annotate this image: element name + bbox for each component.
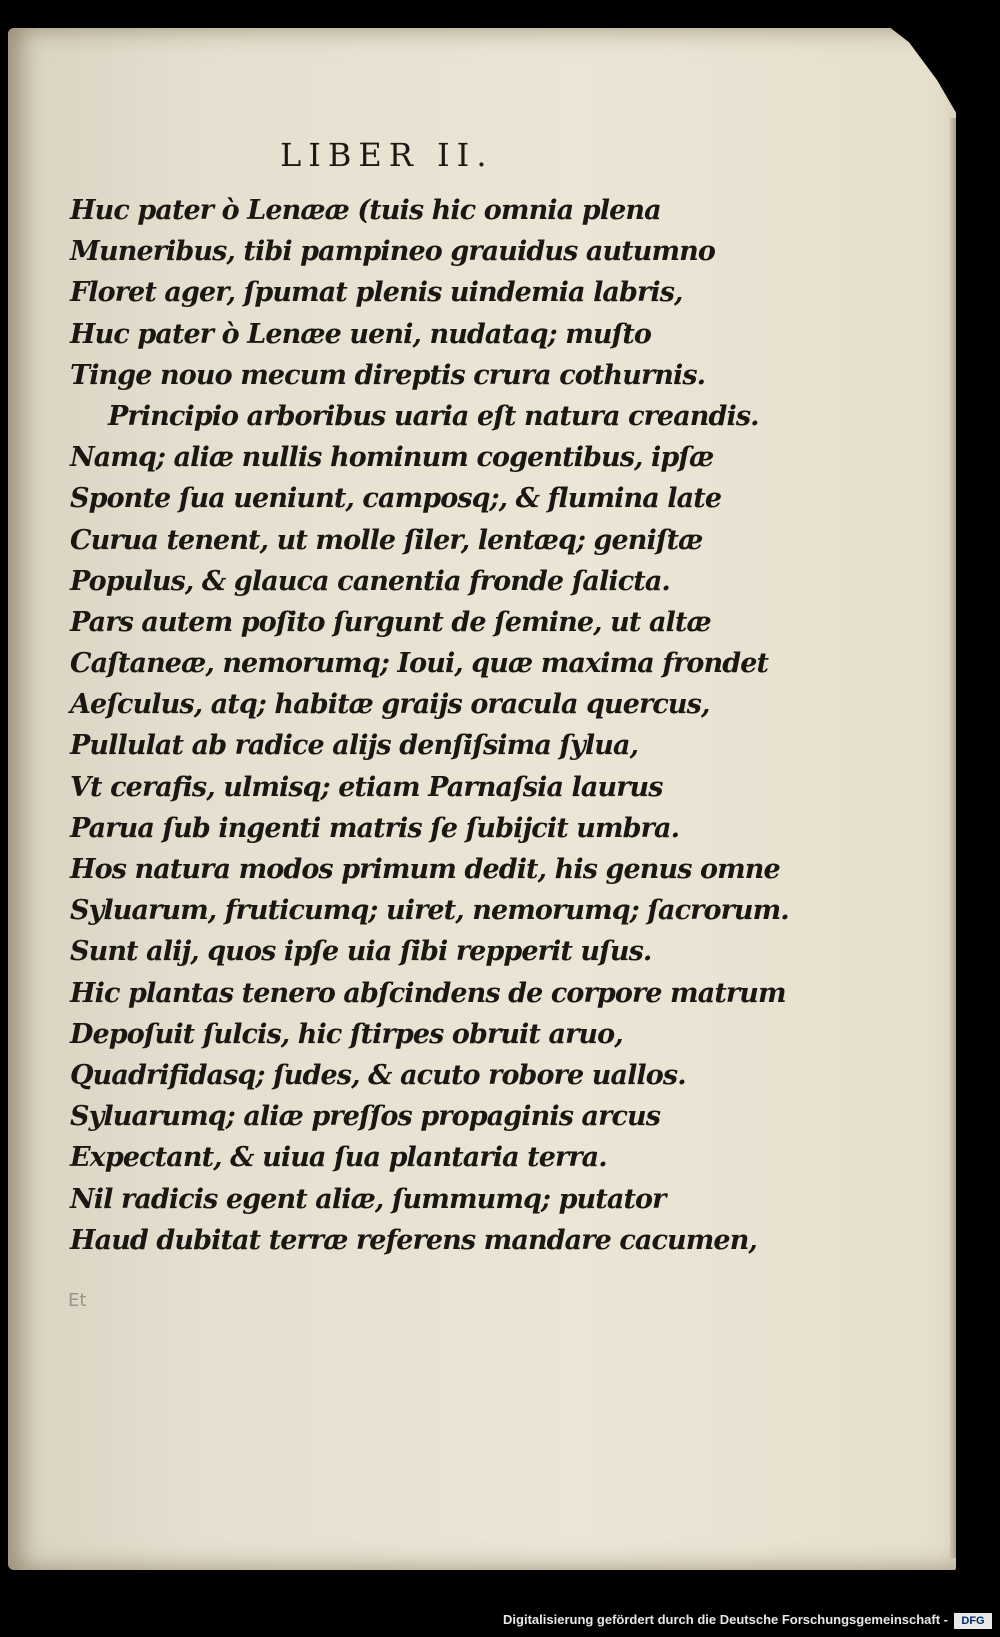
- verse-line: Pars autem poſito ſurgunt de ſemine, ut altæ: [70, 606, 711, 638]
- verse-line: Nil radicis egent aliæ, ſummumq; putator: [70, 1183, 666, 1215]
- verse-line: Huc pater ò Lenææ (tuis hic omnia plena: [70, 195, 661, 226]
- verse-line: Expectant, & uiua ſua plantaria terra.: [70, 1142, 607, 1174]
- folded-page-corner: [888, 26, 958, 116]
- verse-line: Floret ager, ſpumat plenis uindemia labris,: [70, 277, 683, 309]
- verse-line: Syluarumq; aliæ preſſos propaginis arcus: [70, 1101, 661, 1133]
- verse-text: [70, 190, 789, 1261]
- digitization-credit: Digitalisierung gefördert durch die Deutsche Forschungsgemeinschaft -: [503, 1612, 948, 1627]
- verse-line: Aeſculus, atq; habitæ graijs oracula quercus,: [70, 689, 710, 721]
- verse-line: Populus, & glauca canentia fronde ſalicta.: [70, 565, 670, 597]
- footer-bar: [0, 1601, 1000, 1637]
- verse-line: Hos natura modos primum dedit, his genus omne: [70, 854, 780, 885]
- verse-line: Quadrifidasq; ſudes, & acuto robore uallos.: [70, 1059, 686, 1091]
- verse-line: Sunt alij, quos ipſe uia ſibi repperit uſus.: [70, 936, 652, 968]
- catchword: Et: [68, 1290, 87, 1311]
- verse-line: Vt cerafis, ulmisq; etiam Parnaſsia laurus: [70, 771, 663, 803]
- verse-line: Curua tenent, ut molle ſiler, lentæq; geniſtæ: [70, 524, 703, 556]
- verse-line: Namq; aliæ nullis hominum cogentibus, ipſæ: [70, 442, 714, 474]
- verse-line: Syluarum, fruticumq; uiret, nemorumq; ſacrorum.: [70, 895, 789, 927]
- page-edge: [950, 118, 956, 1558]
- book-page: [8, 28, 956, 1570]
- verse-line: Sponte ſua ueniunt, camposq;, & flumina late: [70, 483, 722, 515]
- dfg-logo: DFG: [954, 1613, 992, 1629]
- verse-line: Tinge nouo mecum direptis crura cothurnis.: [70, 359, 706, 391]
- verse-line: Parua ſub ingenti matris ſe ſubijcit umbra.: [70, 812, 680, 844]
- verse-line: Principio arboribus uaria eſt natura creandis.: [108, 400, 759, 432]
- verse-line: Huc pater ò Lenæe ueni, nudataq; muſto: [70, 318, 651, 350]
- verse-line: Hic plantas tenero abſcindens de corpore matrum: [70, 977, 786, 1009]
- running-head: LIBER II.: [280, 136, 494, 174]
- verse-line: Depoſuit ſulcis, hic ſtirpes obruit aruo,: [70, 1018, 623, 1050]
- verse-line: Haud dubitat terræ referens mandare cacumen,: [70, 1224, 757, 1256]
- verse-line: Pullulat ab radice alijs denſiſsima ſylua,: [70, 730, 639, 762]
- verse-line: Muneribus, tibi pampineo grauidus autumno: [70, 236, 716, 268]
- verse-line: Caſtaneæ, nemorumq; Ioui, quæ maxima frondet: [70, 648, 769, 680]
